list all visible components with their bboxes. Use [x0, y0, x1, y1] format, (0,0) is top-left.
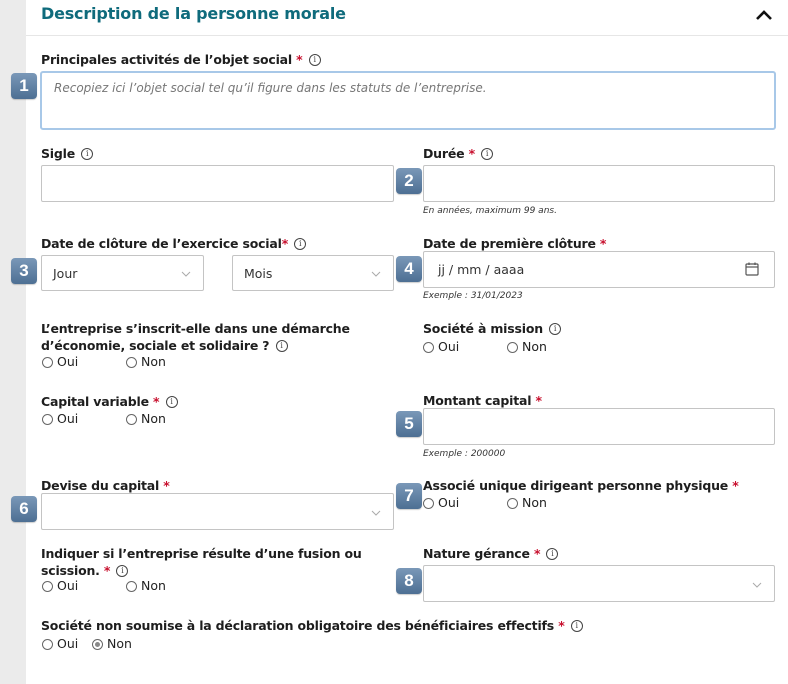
associe-unique-label: [423, 477, 739, 494]
radio-label: Non: [141, 578, 166, 593]
badge-1: 1: [11, 73, 37, 99]
mois-value: Mois: [244, 266, 273, 281]
societe-mission-oui-radio[interactable]: [423, 340, 507, 354]
beneficiaires-label: [41, 617, 583, 634]
radio-circle[interactable]: [126, 357, 137, 368]
info-icon[interactable]: i: [549, 323, 561, 335]
sigle-label: [41, 145, 93, 162]
calendar-icon[interactable]: [744, 261, 760, 277]
radio-circle[interactable]: [42, 414, 53, 425]
societe-mission-non-radio[interactable]: [507, 340, 547, 354]
badge-6: 6: [11, 496, 37, 522]
duree-label: [423, 145, 493, 162]
label-line2: scission.: [41, 563, 100, 578]
radio-label: Oui: [438, 339, 460, 354]
required-marker: *: [533, 546, 541, 561]
info-icon[interactable]: i: [481, 148, 493, 160]
capital-variable-oui-radio[interactable]: [42, 412, 126, 426]
radio-label: Oui: [57, 636, 79, 651]
objet-social-label: [41, 51, 321, 68]
montant-capital-label: [423, 392, 542, 409]
info-icon[interactable]: i: [276, 340, 288, 352]
label-text: Principales activités de l’objet social: [41, 52, 293, 67]
associe-unique-oui-radio[interactable]: [423, 496, 507, 510]
nature-gerance-label: [423, 545, 558, 562]
chevron-down-icon: [371, 271, 381, 277]
required-marker: *: [732, 478, 739, 493]
label-text: Nature gérance: [423, 546, 530, 561]
label-text: Sigle: [41, 146, 75, 161]
montant-capital-input[interactable]: [423, 408, 775, 445]
societe-mission-label: [423, 320, 561, 337]
required-marker: *: [535, 393, 542, 408]
radio-circle[interactable]: [423, 342, 434, 353]
date-cloture-label: [41, 235, 306, 252]
left-gutter: [0, 0, 26, 684]
radio-circle[interactable]: [507, 342, 518, 353]
nature-gerance-select[interactable]: [423, 565, 775, 602]
fusion-non-radio[interactable]: [126, 579, 166, 593]
radio-label: Oui: [57, 354, 79, 369]
ess-oui-radio[interactable]: [42, 355, 126, 369]
info-icon[interactable]: i: [571, 620, 583, 632]
label-text: Durée: [423, 146, 465, 161]
chevron-up-icon[interactable]: [754, 8, 774, 22]
radio-circle-selected[interactable]: [92, 639, 103, 650]
capital-variable-non-radio[interactable]: [126, 412, 166, 426]
radio-circle[interactable]: [423, 498, 434, 509]
label-text: Date de clôture de l’exercice social: [41, 236, 282, 251]
objet-social-textarea[interactable]: [40, 71, 776, 130]
radio-circle[interactable]: [507, 498, 518, 509]
radio-label: Non: [141, 354, 166, 369]
badge-7: 7: [396, 483, 422, 509]
required-marker: *: [163, 478, 170, 493]
radio-label: Oui: [57, 578, 79, 593]
radio-circle[interactable]: [42, 581, 53, 592]
required-marker: *: [468, 146, 475, 161]
duree-input[interactable]: [423, 165, 775, 202]
radio-circle[interactable]: [126, 414, 137, 425]
label-text: Associé unique dirigeant personne physique: [423, 478, 729, 493]
info-icon[interactable]: i: [294, 238, 306, 250]
radio-circle[interactable]: [42, 639, 53, 650]
sigle-input[interactable]: [41, 165, 394, 202]
info-icon[interactable]: i: [116, 565, 128, 577]
beneficiaires-radio-group: [42, 637, 132, 651]
capital-variable-label: [41, 393, 178, 410]
section-title: Description de la personne morale: [41, 4, 346, 23]
required-marker: *: [599, 236, 607, 251]
label-line1: Indiquer si l’entreprise résulte d’une fusion ou: [41, 546, 362, 561]
info-icon[interactable]: i: [309, 54, 321, 66]
badge-3: 3: [11, 258, 37, 284]
label-line1: L’entreprise s’inscrit-elle dans une démarche: [41, 321, 350, 336]
radio-label: Non: [522, 339, 547, 354]
radio-label: Oui: [438, 495, 460, 510]
associe-unique-non-radio[interactable]: [507, 496, 547, 510]
badge-2: 2: [396, 168, 422, 194]
label-text: Société non soumise à la déclaration obligatoire des bénéficiaires effectifs: [41, 618, 555, 633]
duree-hint: En années, maximum 99 ans.: [423, 206, 557, 216]
radio-circle[interactable]: [42, 357, 53, 368]
devise-capital-label: [41, 477, 170, 494]
date-premiere-cloture-label: [423, 235, 606, 252]
montant-capital-hint: Exemple : 200000: [423, 449, 506, 459]
label-text: Date de première clôture: [423, 236, 596, 251]
fusion-radio-group: [42, 579, 166, 593]
societe-mission-radio-group: [423, 340, 547, 354]
mois-select[interactable]: [232, 255, 394, 291]
label-line2: d’économie, sociale et solidaire ?: [41, 338, 270, 353]
radio-label: Non: [522, 495, 547, 510]
required-marker: *: [153, 394, 160, 409]
date-premiere-cloture-input[interactable]: [423, 251, 775, 288]
section-header[interactable]: [26, 0, 788, 36]
fusion-oui-radio[interactable]: [42, 579, 126, 593]
label-text: Société à mission: [423, 321, 543, 336]
beneficiaires-oui-radio[interactable]: [42, 637, 92, 651]
badge-4: 4: [396, 256, 422, 282]
radio-circle[interactable]: [126, 581, 137, 592]
badge-8: 8: [396, 568, 422, 594]
label-text: Devise du capital: [41, 478, 160, 493]
required-marker: *: [296, 52, 303, 67]
radio-label: Non: [141, 411, 166, 426]
ess-radio-group: [42, 355, 166, 369]
radio-label: Non: [107, 636, 132, 651]
fusion-label: [41, 545, 362, 579]
jour-select[interactable]: [41, 255, 204, 291]
radio-label: Oui: [57, 411, 79, 426]
required-marker: *: [103, 563, 111, 578]
label-text: Montant capital: [423, 393, 532, 408]
jour-value: Jour: [53, 266, 78, 281]
info-icon[interactable]: i: [546, 548, 558, 560]
associe-unique-radio-group: [423, 496, 547, 510]
objet-social-placeholder: Recopiez ici l’objet social tel qu’il figure dans les statuts de l’entreprise.: [54, 81, 487, 95]
chevron-down-icon: [371, 510, 381, 516]
devise-capital-select[interactable]: [41, 493, 394, 530]
info-icon[interactable]: i: [166, 396, 178, 408]
ess-non-radio[interactable]: [126, 355, 166, 369]
beneficiaires-non-radio[interactable]: [92, 637, 132, 651]
ess-label: [41, 320, 350, 354]
info-icon[interactable]: i: [81, 148, 93, 160]
chevron-down-icon: [752, 582, 762, 588]
chevron-down-icon: [181, 271, 191, 277]
date-premiere-cloture-hint: Exemple : 31/01/2023: [423, 291, 523, 301]
required-marker: *: [558, 618, 565, 633]
date-placeholder: jj / mm / aaaa: [438, 262, 525, 277]
capital-variable-radio-group: [42, 412, 166, 426]
required-marker: *: [281, 236, 289, 251]
label-text: Capital variable: [41, 394, 149, 409]
badge-5: 5: [396, 411, 422, 437]
